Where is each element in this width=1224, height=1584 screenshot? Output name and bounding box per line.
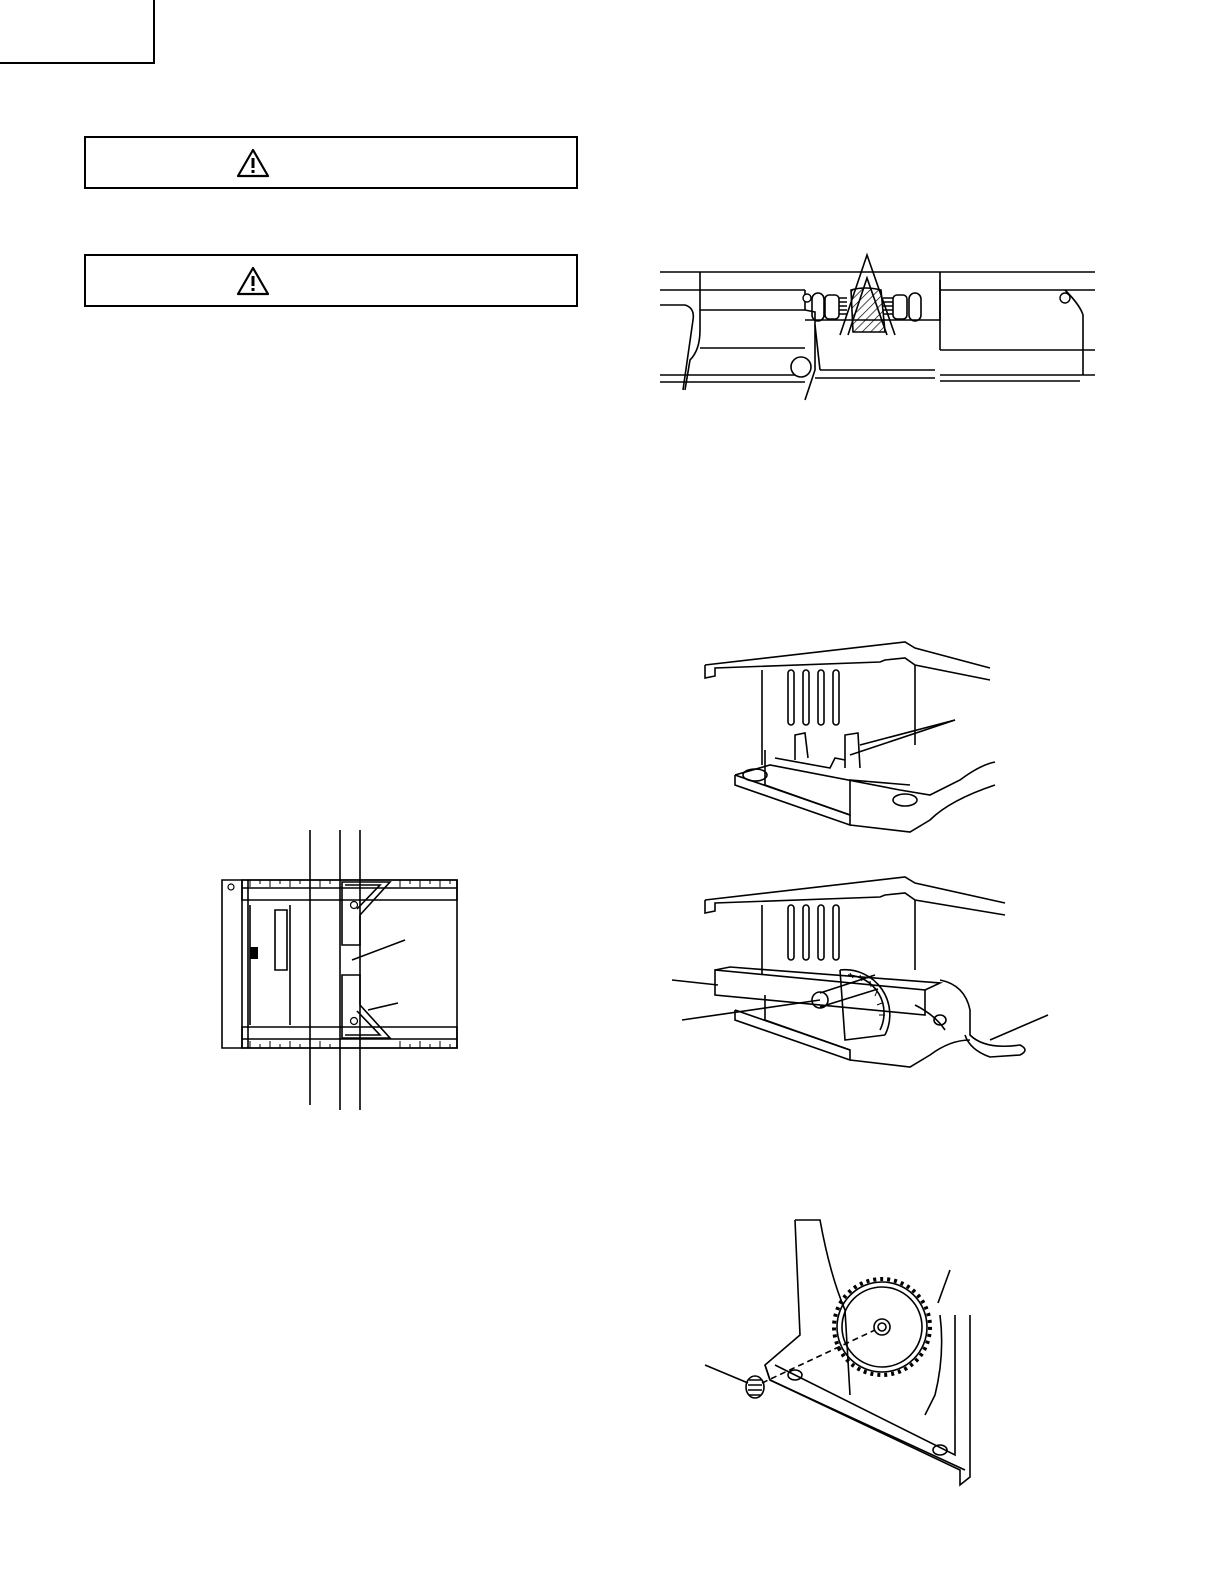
fence-clamp-cross-section-figure bbox=[655, 250, 1100, 400]
warning-box-2 bbox=[84, 254, 578, 307]
page-corner-tab bbox=[0, 0, 155, 64]
miter-gauge-installed-figure bbox=[670, 875, 1050, 1075]
warning-triangle-icon bbox=[236, 266, 270, 296]
miter-gauge-slot-base-figure bbox=[700, 640, 1010, 840]
warning-triangle-icon bbox=[236, 148, 270, 178]
warning-box-1 bbox=[84, 136, 578, 189]
rip-fence-top-view-figure bbox=[220, 825, 465, 1115]
saw-blade-arbor-nut-figure bbox=[700, 1215, 980, 1495]
